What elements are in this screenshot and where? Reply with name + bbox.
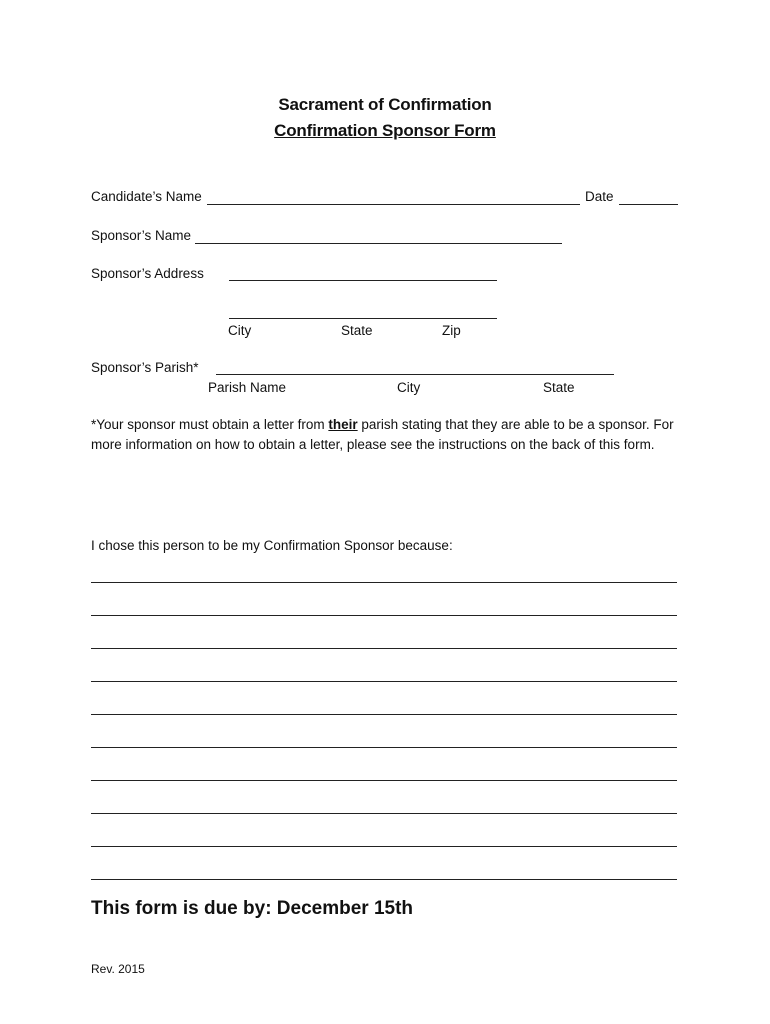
sponsor-address-city-state-zip-field[interactable] [229, 318, 497, 319]
note-text-2: parish stating that they are able to be a sponsor. For more information on how to obtain a letter, please see the instructions on the back of this form. [91, 417, 674, 452]
revision-label: Rev. 2015 [91, 962, 145, 976]
sponsor-parish-label: Sponsor’s Parish* [91, 360, 199, 375]
note-text-1: *Your sponsor must obtain a letter from [91, 417, 329, 432]
reason-line-6[interactable] [91, 747, 677, 748]
date-label: Date [585, 189, 614, 204]
date-field[interactable] [619, 204, 678, 205]
address-city-label: City [228, 323, 252, 338]
parish-city-label: City [397, 380, 421, 395]
form-subtitle [0, 121, 770, 141]
reason-line-2[interactable] [91, 615, 677, 616]
address-zip-label: Zip [442, 323, 461, 338]
reason-line-8[interactable] [91, 813, 677, 814]
note-emphasis: their [328, 417, 358, 432]
sponsor-letter-note [91, 415, 681, 455]
sponsor-name-field[interactable] [195, 243, 562, 244]
reason-line-7[interactable] [91, 780, 677, 781]
sponsor-parish-field[interactable] [216, 374, 614, 375]
reason-line-9[interactable] [91, 846, 677, 847]
reason-line-4[interactable] [91, 681, 677, 682]
address-state-label: State [341, 323, 373, 338]
reason-line-10[interactable] [91, 879, 677, 880]
candidate-name-label: Candidate’s Name [91, 189, 202, 204]
parish-name-label: Parish Name [208, 380, 287, 395]
reason-prompt: I chose this person to be my Confirmation Sponsor because: [91, 538, 453, 553]
parish-state-label: State [543, 380, 575, 395]
form-title: Sacrament of Confirmation [278, 95, 492, 114]
sponsor-address-street-field[interactable] [229, 280, 497, 281]
reason-line-3[interactable] [91, 648, 677, 649]
reason-line-1[interactable] [91, 582, 677, 583]
reason-line-5[interactable] [91, 714, 677, 715]
sponsor-name-label: Sponsor’s Name [91, 228, 192, 243]
form-subtitle-text: Confirmation Sponsor Form [274, 121, 496, 140]
sponsor-address-label: Sponsor’s Address [91, 266, 204, 281]
due-date-notice: This form is due by: December 15th [91, 898, 414, 919]
candidate-name-field[interactable] [207, 204, 580, 205]
